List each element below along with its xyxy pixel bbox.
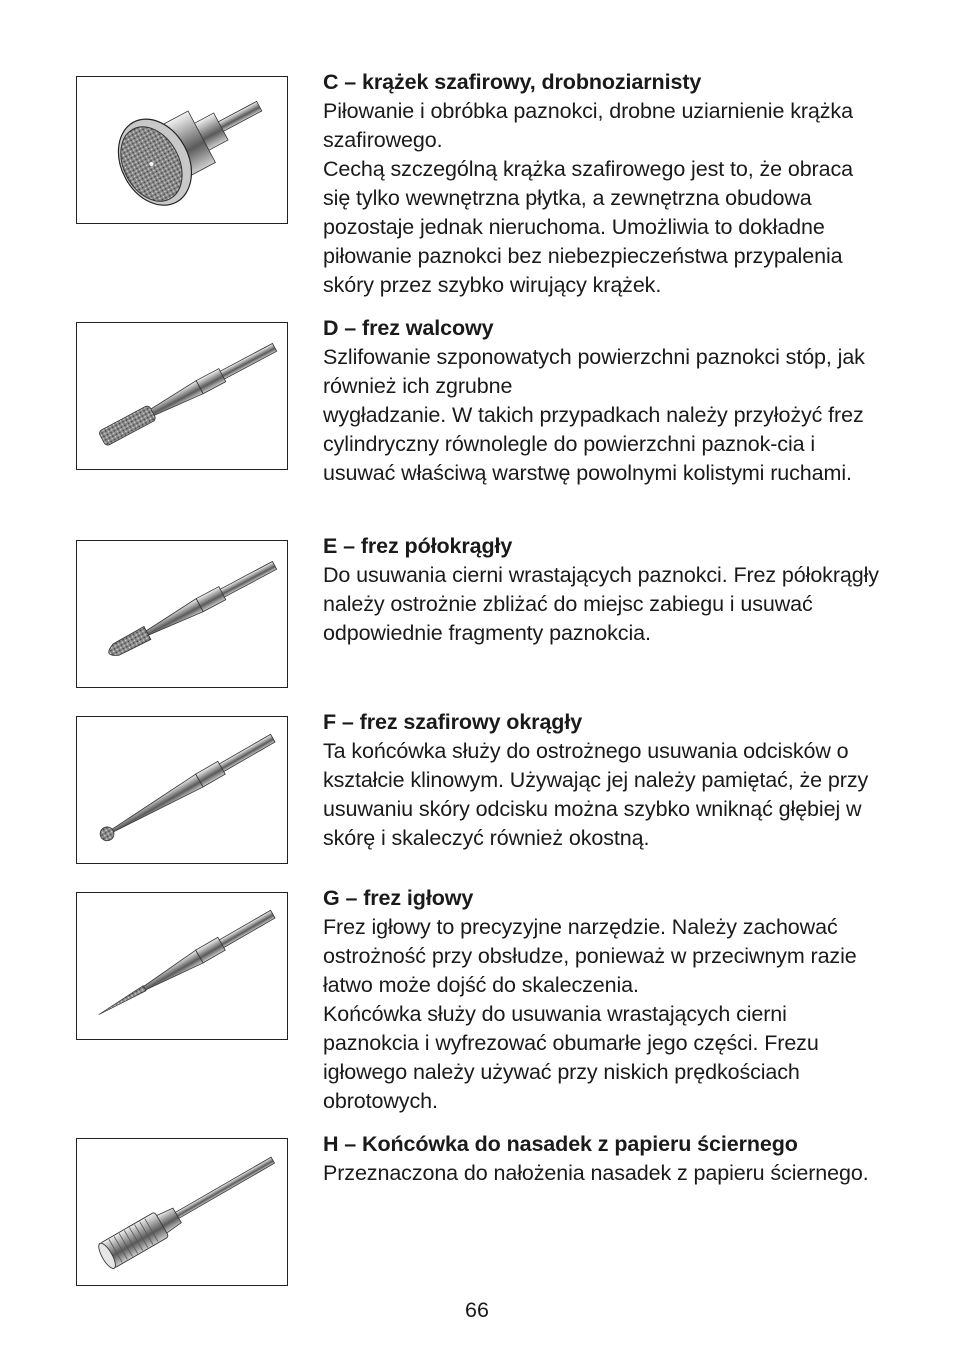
section-f-text xyxy=(323,708,883,853)
section-f-title: F – frez szafirowy okrągły xyxy=(323,710,583,734)
section-g-paragraph-2: Końcówka służy do usuwania wrastających cierni paznokcia i wyfrezować obumarłe jego części. Frezu igłowego należy używać przy niskich prędkościach obrotowych. xyxy=(323,1002,819,1113)
section-h-title: H – Końcówka do nasadek z papieru ściernego xyxy=(323,1132,798,1156)
section-c-title: C – krążek szafirowy, drobnoziarnisty xyxy=(323,70,702,94)
section-d-title: D – frez walcowy xyxy=(323,316,494,340)
semi-round-cutter-icon xyxy=(76,540,288,688)
section-c-paragraph-2: Cechą szczególną krążka szafirowego jest to, że obraca się tylko wewnętrzna płytka, a zewnętrzna obudowa pozostaje jednak nieruchoma. Umożliwia to dokładne piłowanie paznokci bez niebezpieczeństwa przypalenia skóry przez szybko wirujący krążek. xyxy=(323,157,853,297)
section-e-text xyxy=(323,532,883,648)
section-g-text xyxy=(323,884,883,1116)
section-g-paragraph-1: Frez igłowy to precyzyjne narzędzie. Należy zachować ostrożność przy obsłudze, ponieważ w przeciwnym razie łatwo może dojść do skaleczenia. xyxy=(323,915,857,997)
page-number: 66 xyxy=(465,1298,489,1322)
section-h-paragraph-1: Przeznaczona do nałożenia nasadek z papieru ściernego. xyxy=(323,1161,869,1185)
section-c-paragraph-1: Piłowanie i obróbka paznokci, drobne uziarnienie krążka szafirowego. xyxy=(323,99,853,152)
section-f-paragraph-1: Ta końcówka służy do ostrożnego usuwania odcisków o kształcie klinowym. Używając jej należy pamiętać, że przy usuwaniu skóry odcisku można szybko wniknąć głębiej w skórę i skaleczyć również okostną. xyxy=(323,739,869,850)
section-h-text xyxy=(323,1130,883,1188)
round-sapphire-cutter-icon xyxy=(76,716,288,864)
sapphire-disc-attachment-icon xyxy=(76,76,288,224)
needle-cutter-icon xyxy=(76,892,288,1040)
section-e-title: E – frez półokrągły xyxy=(323,534,513,558)
section-c-text xyxy=(323,68,883,300)
section-e-paragraph-1: Do usuwania cierni wrastających paznokci. Frez półokrągły należy ostrożnie zbliżać do miejsc zabiegu i usuwać odpowiednie fragmenty paznokcia. xyxy=(323,563,879,645)
section-g-title: G – frez igłowy xyxy=(323,886,474,910)
sandpaper-cap-holder-icon xyxy=(76,1138,288,1286)
section-d-paragraph-2: wygładzanie. W takich przypadkach należy przyłożyć frez cylindryczny równolegle do powierzchni paznok-cia i usuwać właściwą warstwę powolnymi kolistymi ruchami. xyxy=(323,403,864,485)
cylindrical-cutter-icon xyxy=(76,322,288,470)
section-d-paragraph-1: Szlifowanie szponowatych powierzchni paznokci stóp, jak również ich zgrubne xyxy=(323,345,865,398)
section-d-text xyxy=(323,314,883,488)
